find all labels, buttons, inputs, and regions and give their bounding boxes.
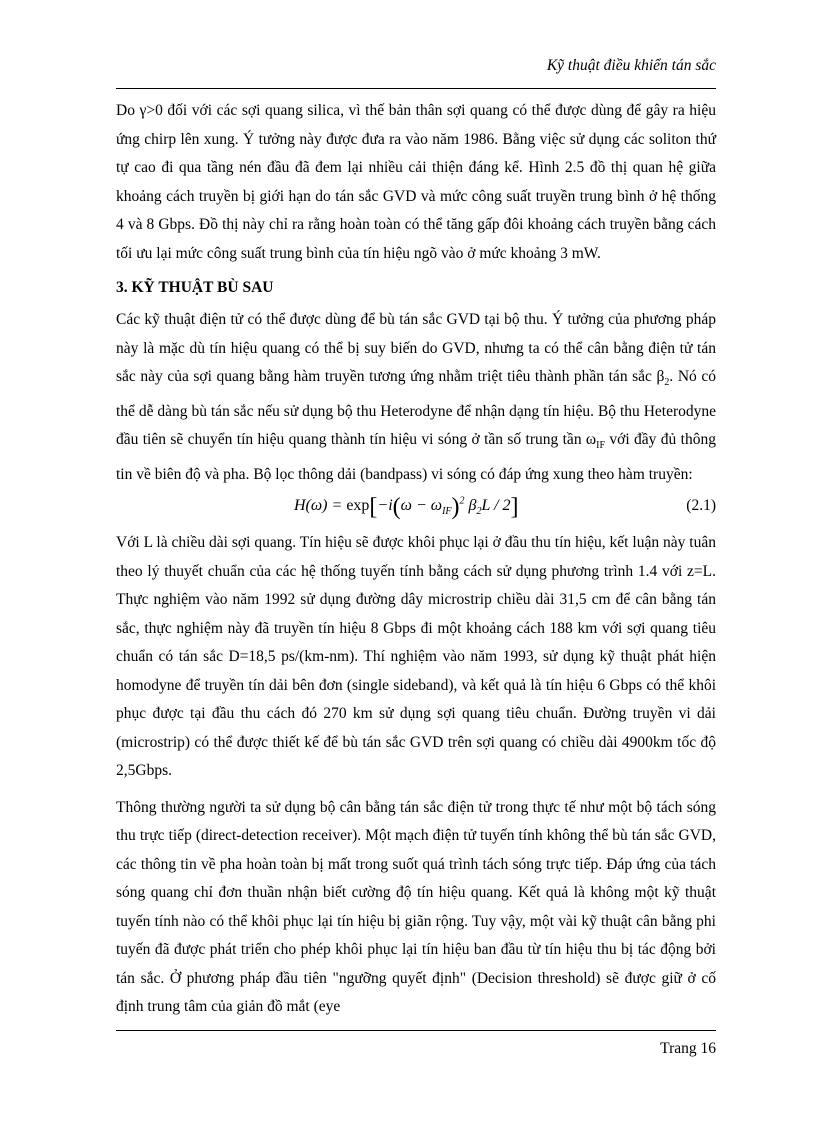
paragraph-microstrip: Với L là chiều dài sợi quang. Tín hiệu sẽ được khôi phục lại ở đầu thu tín hiệu, kết luận này tuân theo lý thuyết chuẩn của các hệ thống tuyến tính bằng cách sử dụng phương trình 1.4 với z=L. Thực nghiệm vào năm 1992 sử dụng đường dây microstrip chiều dài 31,5 cm để cân bằng tán sắc, thực nghiệm này đã truyền tín hiệu 8 Gbps đi một khoảng cách 188 km với sợi quang tiêu chuẩn có tán sắc D=18,5 ps/(km-nm). Thí nghiệm vào năm 1993, sử dụng kỹ thuật phát hiện homodyne để truyền tín dải bên đơn (single sideband), và kết quả là tín hiệu 6 Gbps có thể khôi phục được tại đầu thu cách đó 270 km sử dụng sợi quang tiêu chuẩn. Đường truyền vi dải (microstrip) có thể được thiết kế để bù tán sắc GVD trên sợi quang có chiều dài 4900km tốc độ 2,5Gbps. — [116, 534, 716, 780]
paragraph-direct-detection: Thông thường người ta sử dụng bộ cân bằng tán sắc điện tử trong thực tế như một bộ tách sóng thu trực tiếp (direct-detection receiver). Một mạch điện tử tuyến tính không thể bù tán sắc GVD, các thông tin về pha hoàn toàn bị mất trong suốt quá trình tách sóng trực tiếp. Đáp ứng của tách sóng quang chỉ đơn thuần nhận biết cường độ tín hiệu quang. Kết quả là không một kỹ thuật tuyến tính nào có thể khôi phục lại tín hiệu bị giãn rộng. Tuy vậy, một vài kỹ thuật cân bằng phi tuyến đã được phát triển cho phép khôi phục lại tín hiệu ban đầu từ tín hiệu thu bị tác động bởi tán sắc. Ở phương pháp đầu tiên "ngưỡng quyết định" (Decision threshold) sẽ được giữ ở cố định trung tâm của giản đồ mắt (eye — [116, 798, 716, 1016]
transfer-function-formula: $H(\omega) = \exp[-i(\omega - \omega_{IF})^2$ $\beta_2L / 2$] — [294, 494, 519, 521]
page-body — [116, 97, 716, 1022]
beta-subscript: 2 — [664, 377, 670, 389]
paragraph-text: Các kỹ thuật điện tử có thể được dùng để bù tán sắc GVD tại bộ thu. Ý tưởng của phương pháp này là mặc dù tín hiệu quang có thể bị suy biến do GVD, nhưng ta có thể cân bằng điện tử tán sắc này của sợi quang bằng hàm truyền tương ứng nhằm triệt tiêu thành phần tán sắc β — [116, 311, 716, 385]
equation-2-1 — [116, 491, 716, 525]
paragraph-text: . Nó có thể dễ dàng bù tán sắc nếu sử dụng bộ thu Heterodyne để nhận dạng tín hiệu. Bộ thu Heterodyne đầu tiên sẽ chuyển tín hiệu quang thành tín hiệu vi sóng ở tần số trung tần ω — [116, 368, 716, 449]
running-header: Kỹ thuật điều khiển tán sắc — [546, 57, 716, 74]
paragraph-text: với đầy đủ thông tin về biên độ và pha. Bộ lọc thông dải (bandpass) vi sóng có đáp ứng xung theo hàm truyền: — [116, 431, 716, 483]
equation-number: (2.1) — [686, 497, 716, 515]
omega-subscript: IF — [596, 440, 606, 452]
paragraph-soliton-chirp: Do γ>0 đối với các sợi quang silica, vì thế bản thân sợi quang có thể được dùng để gây ra hiệu ứng chirp lên xung. Ý tưởng này được đưa ra vào năm 1986. Bằng việc sử dụng các soliton thứ tự cao đi qua tầng nén đầu đã đem lại nhiều cải thiện đáng kể. Hình 2.5 đồ thị quan hệ giữa khoảng cách truyền bị giới hạn do tán sắc GVD và mức công suất truyền trung bình ở hệ thống 4 và 8 Gbps. Đồ thị này chỉ ra rằng hoàn toàn có thể tăng gấp đôi khoảng cách truyền bằng cách tối ưu lại mức công suất trung bình của tín hiệu ngõ vào ở mức khoảng 3 mW. — [116, 102, 716, 262]
footer-rule — [116, 1030, 716, 1031]
page-number: Trang 16 — [660, 1040, 716, 1057]
section-heading: 3. KỸ THUẬT BÙ SAU — [116, 279, 274, 296]
header-rule — [116, 88, 716, 89]
paragraph-post-compensation — [116, 306, 716, 489]
